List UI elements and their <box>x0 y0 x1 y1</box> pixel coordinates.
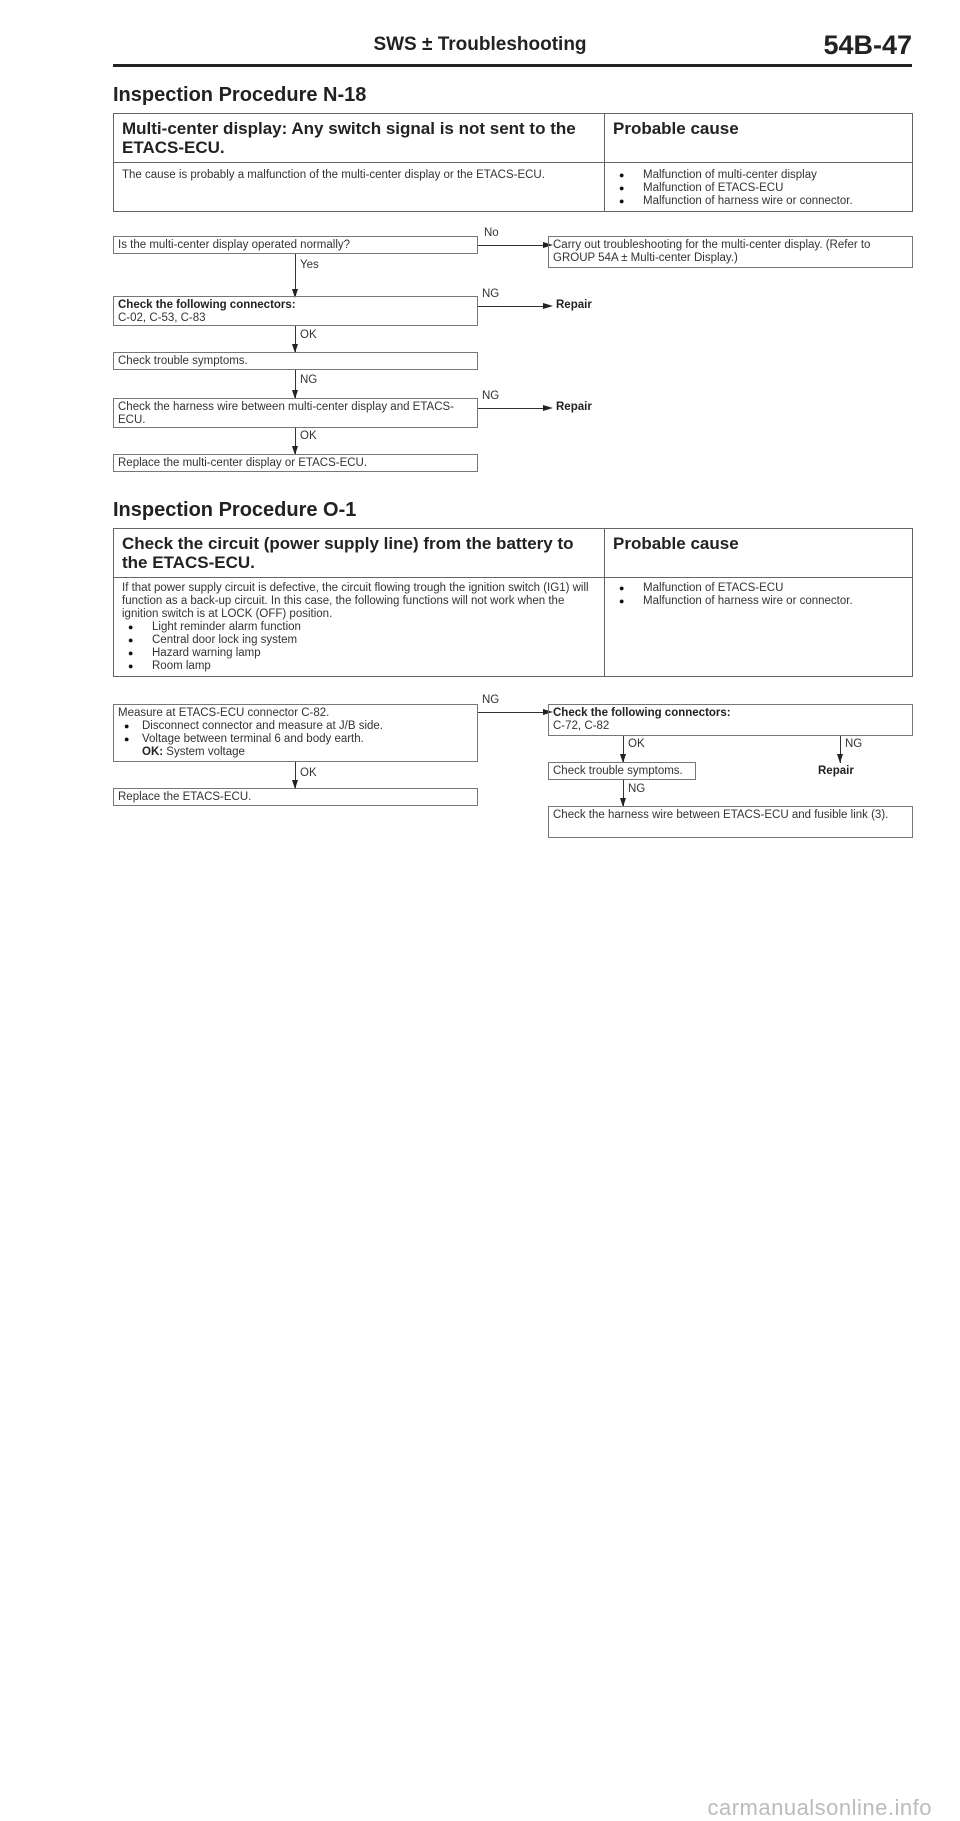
o1-cause-table <box>113 528 913 677</box>
o1-measure-text: Measure at ETACS-ECU connector C-82. <box>118 707 330 719</box>
arrow-down-icon <box>837 754 843 763</box>
n18-repair-1: Repair <box>556 299 592 311</box>
o1-measure-ok <box>118 746 473 759</box>
o1-step-replace: Replace the ETACS-ECU. <box>113 788 478 806</box>
n18-cause-item: ● Malfunction of multi-center display <box>613 169 904 182</box>
running-header: SWS ± Troubleshooting <box>373 34 587 55</box>
n18-description-text: The cause is probably a malfunction of the multi-center display or the ETACS-ECU. <box>122 169 545 181</box>
n18-ok-label: OK <box>300 329 317 341</box>
n18-no-connector <box>478 245 546 246</box>
o1-function-item: ● Hazard warning lamp <box>122 647 596 660</box>
o1-ok-label: OK <box>628 738 645 750</box>
n18-connectors-title: Check the following connectors: <box>118 299 296 311</box>
o1-description-text: If that power supply circuit is defective, the circuit flowing trough the ignition switch (IG1) will function as a back-up circuit. In this case, the following functions will not work when the ignition switch is at LOCK (OFF) position. <box>122 582 589 620</box>
o1-cause-list <box>605 578 913 677</box>
o1-ng-label: NG <box>628 783 646 795</box>
o1-probable-cause-label: Probable cause <box>605 529 913 578</box>
o1-measure-item <box>118 733 473 746</box>
n18-ng-connector <box>478 306 546 307</box>
o1-ng-label: NG <box>845 738 863 750</box>
n18-probable-cause-label: Probable cause <box>605 114 913 163</box>
n18-cause-table <box>113 113 913 212</box>
n18-cause-item: ● Malfunction of ETACS-ECU <box>613 182 904 195</box>
o1-cause-item: ● Malfunction of ETACS-ECU <box>613 582 904 595</box>
header-rule <box>113 64 912 67</box>
o1-function-item: ● Light reminder alarm function <box>122 621 596 634</box>
n18-description <box>114 163 605 212</box>
n18-ng-label: NG <box>482 288 500 300</box>
o1-function-item: ● Room lamp <box>122 660 596 673</box>
n18-step-harness: Check the harness wire between multi-center display and ETACS-ECU. <box>113 398 478 428</box>
o1-ok-label: OK <box>300 767 317 779</box>
o1-heading: Check the circuit (power supply line) from the battery to the ETACS-ECU. <box>114 529 605 578</box>
n18-cause-item: ● Malfunction of harness wire or connector. <box>613 195 904 208</box>
section-title-n18: Inspection Procedure N-18 <box>113 84 367 106</box>
n18-ng-label: NG <box>300 374 318 386</box>
o1-ng-connector <box>478 712 546 713</box>
o1-measure-item-text: Voltage between terminal 6 and body earth. <box>142 733 364 745</box>
n18-step-symptoms: Check trouble symptoms. <box>113 352 478 370</box>
o1-connectors-detail: C-72, C-82 <box>553 720 610 732</box>
section-title-o1: Inspection Procedure O-1 <box>113 499 357 521</box>
n18-step-connectors <box>113 296 478 326</box>
o1-measure-item-text: Disconnect connector and measure at J/B side. <box>142 720 383 732</box>
o1-connectors-title: Check the following connectors: <box>553 707 731 719</box>
o1-measure-item <box>118 720 473 733</box>
n18-yes-label: Yes <box>300 259 319 271</box>
n18-repair-2: Repair <box>556 401 592 413</box>
n18-step-question: Is the multi-center display operated normally? <box>113 236 478 254</box>
o1-ok-value: System voltage <box>166 746 245 758</box>
n18-step-replace: Replace the multi-center display or ETACS-ECU. <box>113 454 478 472</box>
n18-no-action: Carry out troubleshooting for the multi-center display. (Refer to GROUP 54A ± Multi-center Display.) <box>548 236 913 268</box>
o1-step-symptoms: Check trouble symptoms. <box>548 762 696 780</box>
o1-step-measure <box>113 704 478 762</box>
n18-ok-label: OK <box>300 430 317 442</box>
o1-ng-label: NG <box>482 694 500 706</box>
arrow-right-icon <box>543 303 553 309</box>
n18-no-label: No <box>484 227 499 239</box>
watermark: carmanualsonline.info <box>707 1795 932 1820</box>
o1-description <box>114 578 605 677</box>
n18-ng-label: NG <box>482 390 500 402</box>
o1-ok-prefix: OK: <box>142 746 164 758</box>
n18-cause-list <box>605 163 913 212</box>
page-number: 54B-47 <box>823 30 912 60</box>
n18-ng-connector <box>478 408 546 409</box>
o1-function-item: ● Central door lock ing system <box>122 634 596 647</box>
n18-heading: Multi-center display: Any switch signal is not sent to the ETACS-ECU. <box>114 114 605 163</box>
o1-repair: Repair <box>818 765 854 777</box>
o1-step-harness: Check the harness wire between ETACS-ECU and fusible link (3). <box>548 806 913 838</box>
o1-step-connectors <box>548 704 913 736</box>
n18-connectors-detail: C-02, C-53, C-83 <box>118 312 206 324</box>
o1-cause-item: ● Malfunction of harness wire or connector. <box>613 595 904 608</box>
arrow-right-icon <box>543 405 553 411</box>
